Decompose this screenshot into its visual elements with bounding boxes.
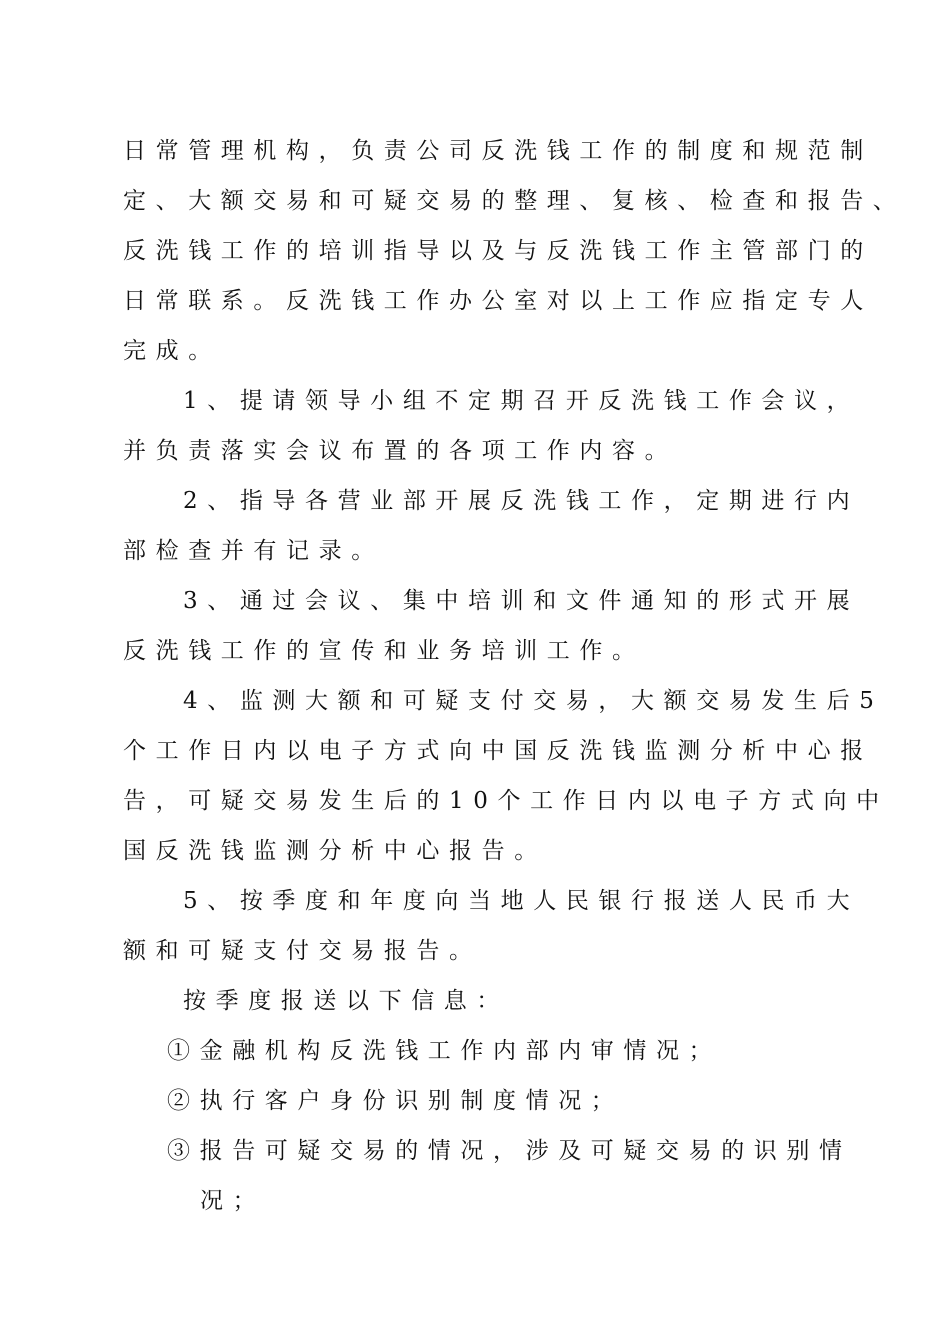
body-text-line: 日常管理机构，负责公司反洗钱工作的制度和规范制 (123, 138, 873, 164)
body-text-line: 个工作日内以电子方式向中国反洗钱监测分析中心报 (123, 738, 873, 764)
body-text-line: 并负责落实会议布置的各项工作内容。 (123, 438, 678, 464)
numbered-paragraph-4: 4、监测大额和可疑支付交易，大额交易发生后5 (183, 688, 884, 714)
body-text-line: 额和可疑支付交易报告。 (123, 938, 482, 964)
body-text-line: 反洗钱工作的宣传和业务培训工作。 (123, 638, 645, 664)
numbered-paragraph-2: 2、指导各营业部开展反洗钱工作，定期进行内 (183, 488, 860, 514)
list-item-3-continuation: 况； (200, 1188, 266, 1214)
body-text-line: 反洗钱工作的培训指导以及与反洗钱工作主管部门的 (123, 238, 873, 264)
body-text-line: 告，可疑交易发生后的10个工作日内以电子方式向中 (123, 788, 889, 814)
body-text-line: 国反洗钱监测分析中心报告。 (123, 838, 547, 864)
body-text-line: 定、大额交易和可疑交易的整理、复核、检查和报告、 (123, 188, 906, 214)
list-item-1: ①金融机构反洗钱工作内部内审情况； (167, 1038, 722, 1064)
body-text-line: 日常联系。反洗钱工作办公室对以上工作应指定专人 (123, 288, 873, 314)
list-item-3: ③报告可疑交易的情况，涉及可疑交易的识别情 (167, 1138, 852, 1164)
numbered-paragraph-1: 1、提请领导小组不定期召开反洗钱工作会议， (183, 388, 860, 414)
numbered-paragraph-5: 5、按季度和年度向当地人民银行报送人民币大 (183, 888, 860, 914)
list-item-2: ②执行客户身份识别制度情况； (167, 1088, 624, 1114)
numbered-paragraph-3: 3、通过会议、集中培训和文件通知的形式开展 (183, 588, 860, 614)
body-text-line: 部检查并有记录。 (123, 538, 384, 564)
quarterly-report-heading: 按季度报送以下信息： (183, 988, 509, 1014)
body-text-line: 完成。 (123, 338, 221, 364)
